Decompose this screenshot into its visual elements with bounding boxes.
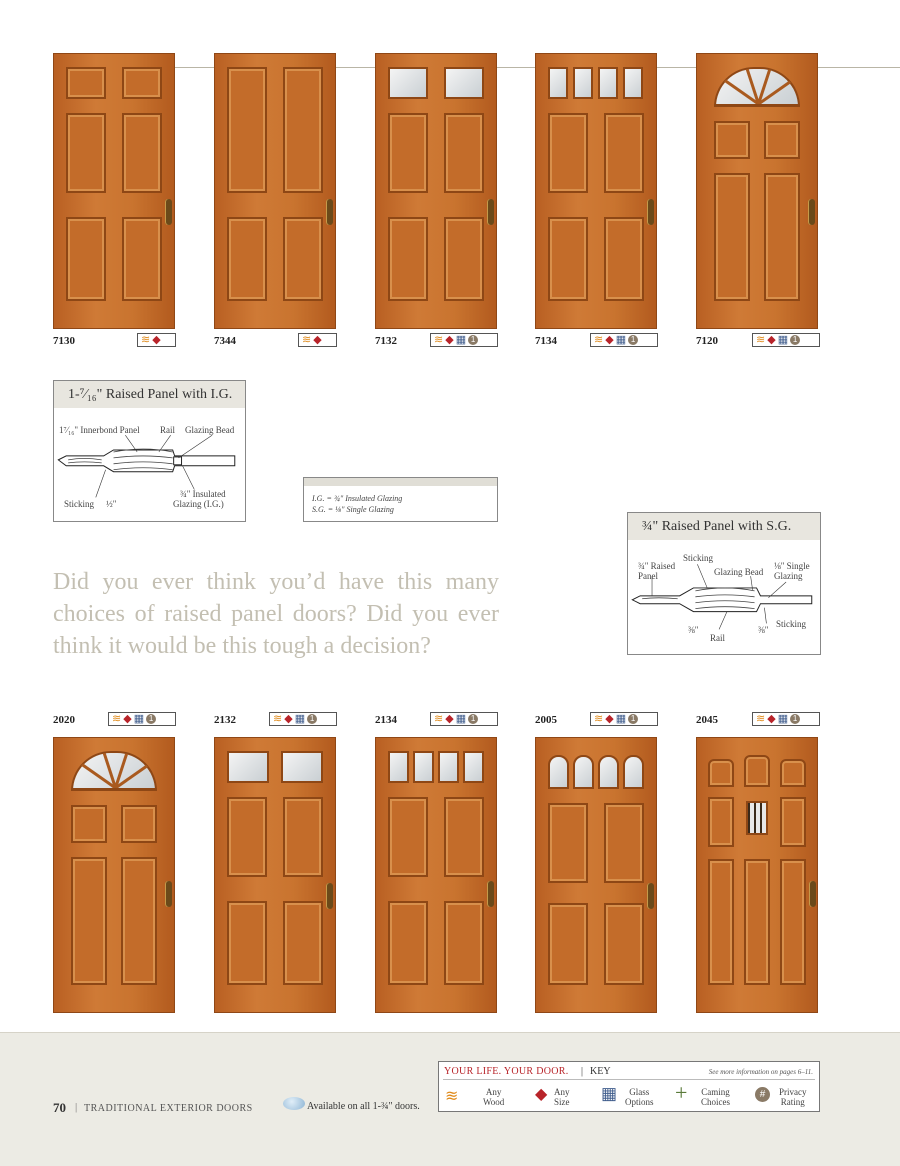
label-rail: Rail — [710, 633, 725, 643]
any-size-icon: ◆ — [535, 1086, 548, 1103]
pull-quote: Did you ever think you’d have this many choices of raised panel doors? Did you ever think it would be this tough a decision? — [53, 569, 499, 659]
feature-icons — [590, 333, 658, 347]
any-size-icon: ◆ — [123, 713, 132, 725]
any-wood-icon: ≋ — [594, 334, 604, 346]
label-sticking-top: Sticking — [683, 553, 714, 563]
caming-choices-icon: + — [675, 1080, 688, 1105]
label-rail: Rail — [160, 425, 175, 435]
door-7130[interactable] — [53, 53, 175, 329]
label-single: ⅛" Single — [774, 561, 810, 571]
any-size-icon: ◆ — [313, 334, 322, 346]
availability-note: Available on all 1-¾" doors. — [307, 1101, 420, 1112]
key-label: KEY — [590, 1066, 611, 1077]
door-code-7132: 7132 — [375, 335, 397, 347]
icon-key — [438, 1061, 820, 1112]
glazing-legend — [303, 477, 498, 522]
label-single-glazing: Glazing — [774, 571, 803, 581]
any-wood-icon: ≋ — [141, 334, 151, 346]
label-glazing-bead: Glazing Bead — [185, 425, 235, 435]
label-sticking: Sticking — [64, 499, 95, 509]
label-insulated: ¾" Insulated — [180, 489, 226, 499]
any-size-icon: ◆ — [767, 334, 776, 346]
glass-options-icon: ▦ — [455, 334, 467, 346]
feature-icons — [430, 712, 498, 726]
door-2005[interactable] — [535, 737, 657, 1013]
door-code-2134: 2134 — [375, 714, 397, 726]
diagram-raised-panel-ig — [53, 380, 246, 522]
any-size-icon: ◆ — [605, 713, 614, 725]
door-code-2132: 2132 — [214, 714, 236, 726]
feature-icons — [298, 333, 337, 347]
diagram-title: ¾" Raised Panel with S.G. — [628, 513, 820, 540]
footer-separator: | — [75, 1101, 78, 1113]
any-wood-icon: ≋ — [756, 334, 766, 346]
key-caming-choices: Caming Choices — [701, 1087, 730, 1107]
key-privacy-rating: Privacy Rating — [779, 1087, 807, 1107]
door-code-7120: 7120 — [696, 335, 718, 347]
label-insulated-glazing: Glazing (I.G.) — [173, 499, 224, 509]
diagram-raised-panel-sg — [627, 512, 821, 655]
any-size-icon: ◆ — [605, 334, 614, 346]
privacy-rating-icon: 1 — [790, 335, 800, 345]
door-handle — [165, 881, 172, 907]
label-three-eighths-left: ⅜" — [688, 625, 699, 635]
section-name: TRADITIONAL EXTERIOR DOORS — [84, 1103, 253, 1114]
any-wood-icon: ≋ — [756, 713, 766, 725]
page-number: 70 — [53, 1100, 66, 1115]
door-2134[interactable] — [375, 737, 497, 1013]
privacy-rating-icon: # — [755, 1087, 770, 1102]
door-2020[interactable] — [53, 737, 175, 1013]
feature-icons — [108, 712, 176, 726]
door-code-2005: 2005 — [535, 714, 557, 726]
label-three-eighths-right: ⅜" — [758, 625, 769, 635]
privacy-rating-icon: 1 — [628, 714, 638, 724]
door-code-7344: 7344 — [214, 335, 236, 347]
door-2045[interactable] — [696, 737, 818, 1013]
privacy-rating-icon: 1 — [628, 335, 638, 345]
label-raised: ¾" Raised — [638, 561, 676, 571]
door-7344[interactable] — [214, 53, 336, 329]
label-half-inch: ½" — [106, 499, 117, 509]
key-see-more: See more information on pages 6–11. — [708, 1068, 813, 1076]
door-code-2045: 2045 — [696, 714, 718, 726]
feature-icons — [269, 712, 337, 726]
door-handle — [326, 883, 333, 909]
feature-icons — [752, 333, 820, 347]
legend-sg: S.G. = ⅛" Single Glazing — [312, 505, 394, 514]
any-wood-icon: ≋ — [112, 713, 122, 725]
feature-icons — [590, 712, 658, 726]
any-size-icon: ◆ — [445, 713, 454, 725]
door-code-2020: 2020 — [53, 714, 75, 726]
key-brand: YOUR LIFE. YOUR DOOR. — [444, 1066, 569, 1077]
feature-icons — [752, 712, 820, 726]
diagram-title: 1-⁷⁄₁₆" Raised Panel with I.G. — [54, 381, 245, 408]
label-glazing-bead: Glazing Bead — [714, 567, 764, 577]
key-glass-options: Glass Options — [625, 1087, 654, 1107]
any-wood-icon: ≋ — [273, 713, 283, 725]
privacy-rating-icon: 1 — [307, 714, 317, 724]
door-handle — [809, 881, 816, 907]
any-wood-icon: ≋ — [434, 713, 444, 725]
door-7132[interactable] — [375, 53, 497, 329]
door-handle — [647, 199, 654, 225]
glass-options-icon: ▦ — [615, 334, 627, 346]
any-wood-icon: ≋ — [594, 713, 604, 725]
glass-options-icon: ▦ — [777, 334, 789, 346]
feature-icons — [137, 333, 176, 347]
door-handle — [808, 199, 815, 225]
key-any-size: Any Size — [554, 1087, 570, 1107]
any-size-icon: ◆ — [152, 334, 161, 346]
any-wood-icon: ≋ — [434, 334, 444, 346]
glass-options-icon: ▦ — [294, 713, 306, 725]
privacy-rating-icon: 1 — [468, 335, 478, 345]
door-7120[interactable] — [696, 53, 818, 329]
key-any-wood: Any Wood — [483, 1087, 505, 1107]
door-handle — [326, 199, 333, 225]
door-handle — [165, 199, 172, 225]
glass-options-icon: ▦ — [615, 713, 627, 725]
any-size-icon: ◆ — [767, 713, 776, 725]
privacy-rating-icon: 1 — [146, 714, 156, 724]
label-innerbond: 1⁷⁄₁₆" Innerbond Panel — [59, 425, 140, 435]
door-handle — [487, 199, 494, 225]
legend-ig: I.G. = ¾" Insulated Glazing — [312, 494, 403, 503]
door-handle — [487, 881, 494, 907]
glass-options-icon: ▦ — [601, 1084, 618, 1103]
any-size-icon: ◆ — [284, 713, 293, 725]
door-handle — [647, 883, 654, 909]
glass-options-icon: ▦ — [133, 713, 145, 725]
door-7134[interactable] — [535, 53, 657, 329]
glass-options-icon: ▦ — [777, 713, 789, 725]
any-wood-icon: ≋ — [302, 334, 312, 346]
door-2132[interactable] — [214, 737, 336, 1013]
privacy-rating-icon: 1 — [790, 714, 800, 724]
feature-icons — [430, 333, 498, 347]
glass-options-icon: ▦ — [455, 713, 467, 725]
door-code-7130: 7130 — [53, 335, 75, 347]
availability-icon — [283, 1097, 305, 1110]
label-sticking-right: Sticking — [776, 619, 807, 629]
any-size-icon: ◆ — [445, 334, 454, 346]
door-code-7134: 7134 — [535, 335, 557, 347]
fan-lite — [714, 67, 800, 107]
fan-lite — [71, 751, 157, 791]
key-separator: | — [581, 1066, 584, 1077]
privacy-rating-icon: 1 — [468, 714, 478, 724]
any-wood-icon: ≋ — [445, 1088, 459, 1105]
label-panel: Panel — [638, 571, 658, 581]
